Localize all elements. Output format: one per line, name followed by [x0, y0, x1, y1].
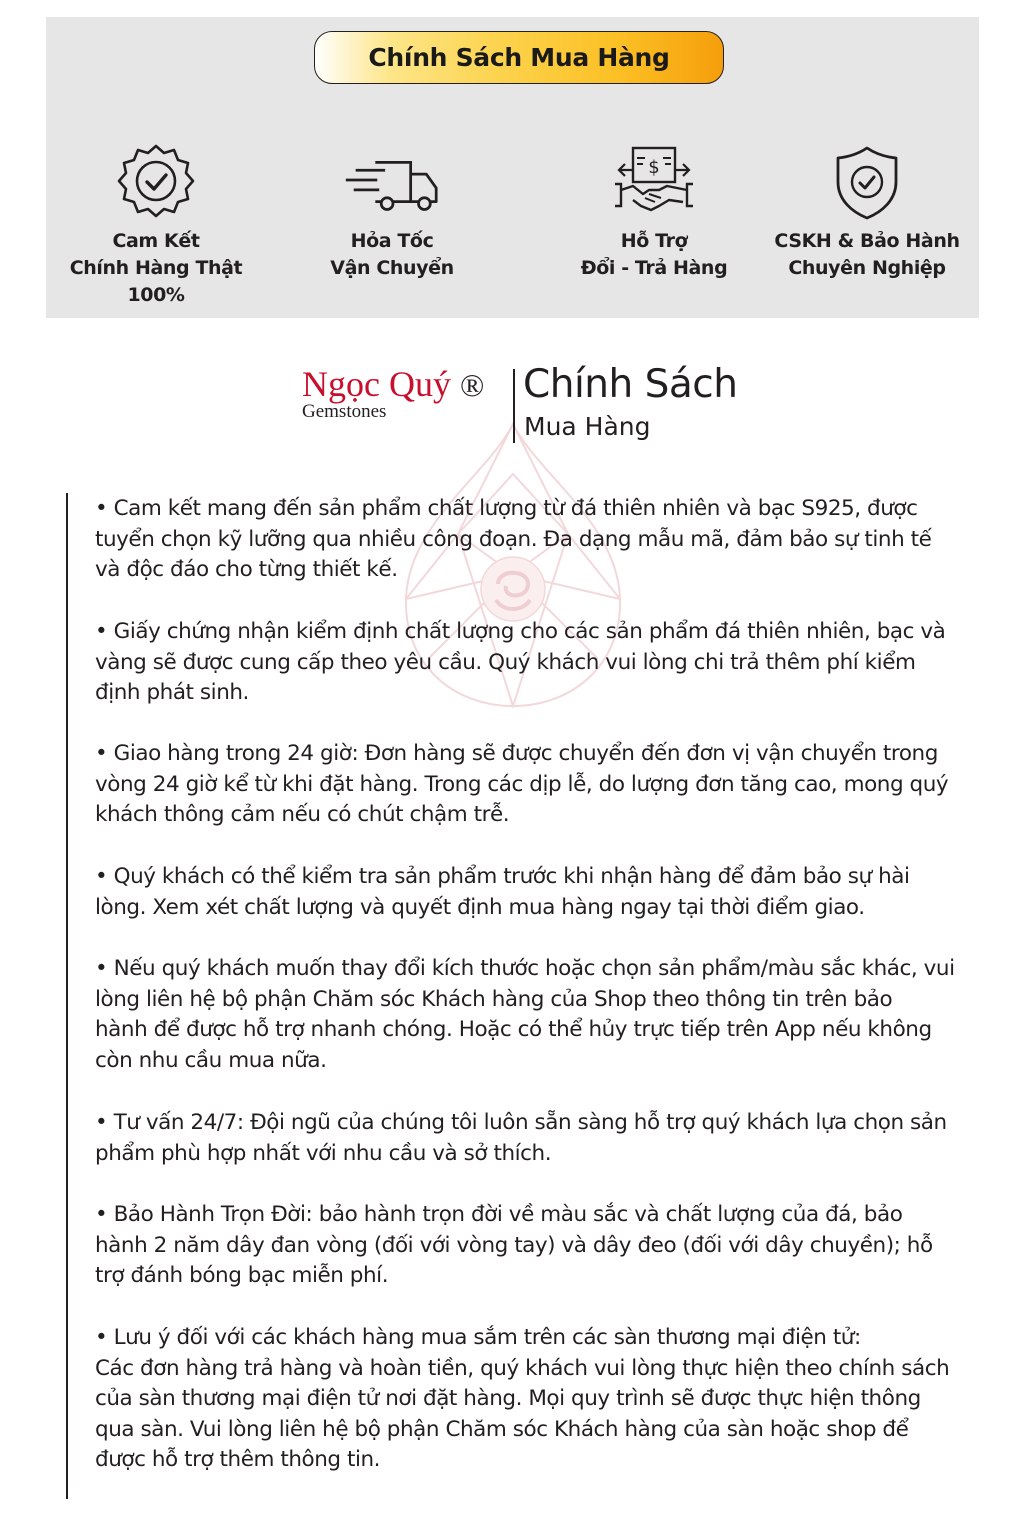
policy-item: [95, 1200, 985, 1292]
policy-line: qua sàn. Vui lòng liên hệ bộ phận Chăm sóc Khách hàng của sàn hoặc shop để: [95, 1416, 909, 1442]
policy-item: [95, 494, 985, 586]
content-left-rule: [66, 493, 68, 1499]
policy-line: hành 2 năm dây đan vòng (đối với vòng tay) và dây đeo (đối với dây chuyền); hỗ: [95, 1232, 933, 1258]
registered-mark: ®: [459, 367, 485, 403]
policy-line: và độc đáo cho từng thiết kế.: [95, 557, 398, 583]
policy-line: vòng 24 giờ kể từ khi đặt hàng. Trong các dịp lễ, do lượng đơn tăng cao, mong quý: [95, 771, 949, 797]
feature-genuine: [46, 140, 266, 309]
feature-label-line: CSKH & Bảo Hành: [774, 230, 960, 252]
shield-check-icon: [824, 140, 910, 226]
policy-line: định phát sinh.: [95, 680, 249, 706]
policy-line: • Cam kết mang đến sản phẩm chất lượng từ đá thiên nhiên và bạc S925, được: [95, 496, 918, 521]
feature-label-line: Chính Hàng Thật: [69, 257, 243, 279]
svg-text:$: $: [648, 157, 660, 178]
brand-name: Ngọc Quý: [302, 364, 451, 404]
feature-return-exchange: [544, 140, 764, 282]
policy-line: còn nhu cầu mua nữa.: [95, 1047, 327, 1073]
exchange-handshake-icon: [611, 140, 697, 226]
policy-item: [95, 954, 985, 1076]
banner-title: Chính Sách Mua Hàng: [368, 43, 670, 72]
policy-item: [95, 1323, 985, 1476]
section-title: Chính Sách: [523, 362, 738, 407]
feature-label-line: 100%: [127, 284, 185, 306]
policy-line: phẩm phù hợp nhất với nhu cầu và sở thích.: [95, 1140, 552, 1166]
policy-item: [95, 862, 985, 923]
policy-line: • Tư vấn 24/7: Đội ngũ của chúng tôi luôn sẵn sàng hỗ trợ quý khách lựa chọn sản: [95, 1110, 947, 1135]
policy-line: • Nếu quý khách muốn thay đổi kích thước hoặc chọn sản phẩm/màu sắc khác, vui: [95, 956, 955, 981]
heading-divider: [513, 369, 515, 443]
policy-line: • Giao hàng trong 24 giờ: Đơn hàng sẽ được chuyển đến đơn vị vận chuyển trong: [95, 741, 938, 766]
policy-line: lòng. Xem xét chất lượng và quyết định mua hàng ngay tại thời điểm giao.: [95, 894, 865, 920]
policy-line: • Lưu ý đối với các khách hàng mua sắm trên các sàn thương mại điện tử:: [95, 1325, 861, 1350]
feature-express-shipping: [282, 140, 502, 282]
policy-line: hành để được hỗ trợ nhanh chóng. Hoặc có thể hủy trực tiếp trên App nếu không: [95, 1017, 932, 1043]
policy-line: khách thông cảm nếu có chút chậm trễ.: [95, 802, 510, 828]
policy-line: vàng sẽ được cung cấp theo yêu cầu. Quý khách vui lòng chi trả thêm phí kiểm: [95, 649, 916, 675]
policy-line: Các đơn hàng trả hàng và hoàn tiền, quý khách vui lòng thực hiện theo chính sách: [95, 1355, 950, 1381]
delivery-truck-icon: [338, 140, 446, 226]
policy-line: • Quý khách có thể kiểm tra sản phẩm trước khi nhận hàng để đảm bảo sự hài: [95, 864, 910, 889]
policy-line: lòng liên hệ bộ phận Chăm sóc Khách hàng của Shop theo thông tin trên bảo: [95, 986, 893, 1012]
feature-label-line: Đổi - Trả Hàng: [580, 257, 728, 279]
policy-item: [95, 739, 985, 831]
feature-label-line: Hỗ Trợ: [620, 230, 688, 252]
feature-customer-care: [757, 140, 977, 282]
feature-label-line: Hỏa Tốc: [350, 230, 434, 252]
feature-label-line: Vận Chuyển: [330, 257, 454, 279]
policy-line: của sàn thương mại điện tử nơi đặt hàng. Mọi quy trình sẽ được thực hiện thông: [95, 1386, 921, 1412]
section-subtitle: Mua Hàng: [524, 412, 651, 441]
feature-label-line: Cam Kết: [112, 230, 200, 252]
policy-line: • Giấy chứng nhận kiểm định chất lượng cho các sản phẩm đá thiên nhiên, bạc và: [95, 619, 946, 644]
policy-banner: [314, 31, 724, 84]
policy-line: tuyển chọn kỹ lưỡng qua nhiều công đoạn. Đa dạng mẫu mã, đảm bảo sự tinh tế: [95, 526, 932, 552]
policy-line: được hỗ trợ thêm thông tin.: [95, 1447, 381, 1473]
policy-line: trợ đánh bóng bạc miễn phí.: [95, 1263, 389, 1289]
feature-label-line: Chuyên Nghiệp: [788, 257, 946, 279]
brand-logo: [302, 363, 484, 423]
policy-line: • Bảo Hành Trọn Đời: bảo hành trọn đời về màu sắc và chất lượng của đá, bảo: [95, 1202, 903, 1227]
brand-tagline: Gemstones: [302, 401, 387, 422]
badge-check-icon: [113, 140, 199, 226]
policy-item: [95, 617, 985, 709]
policy-item: [95, 1108, 985, 1169]
